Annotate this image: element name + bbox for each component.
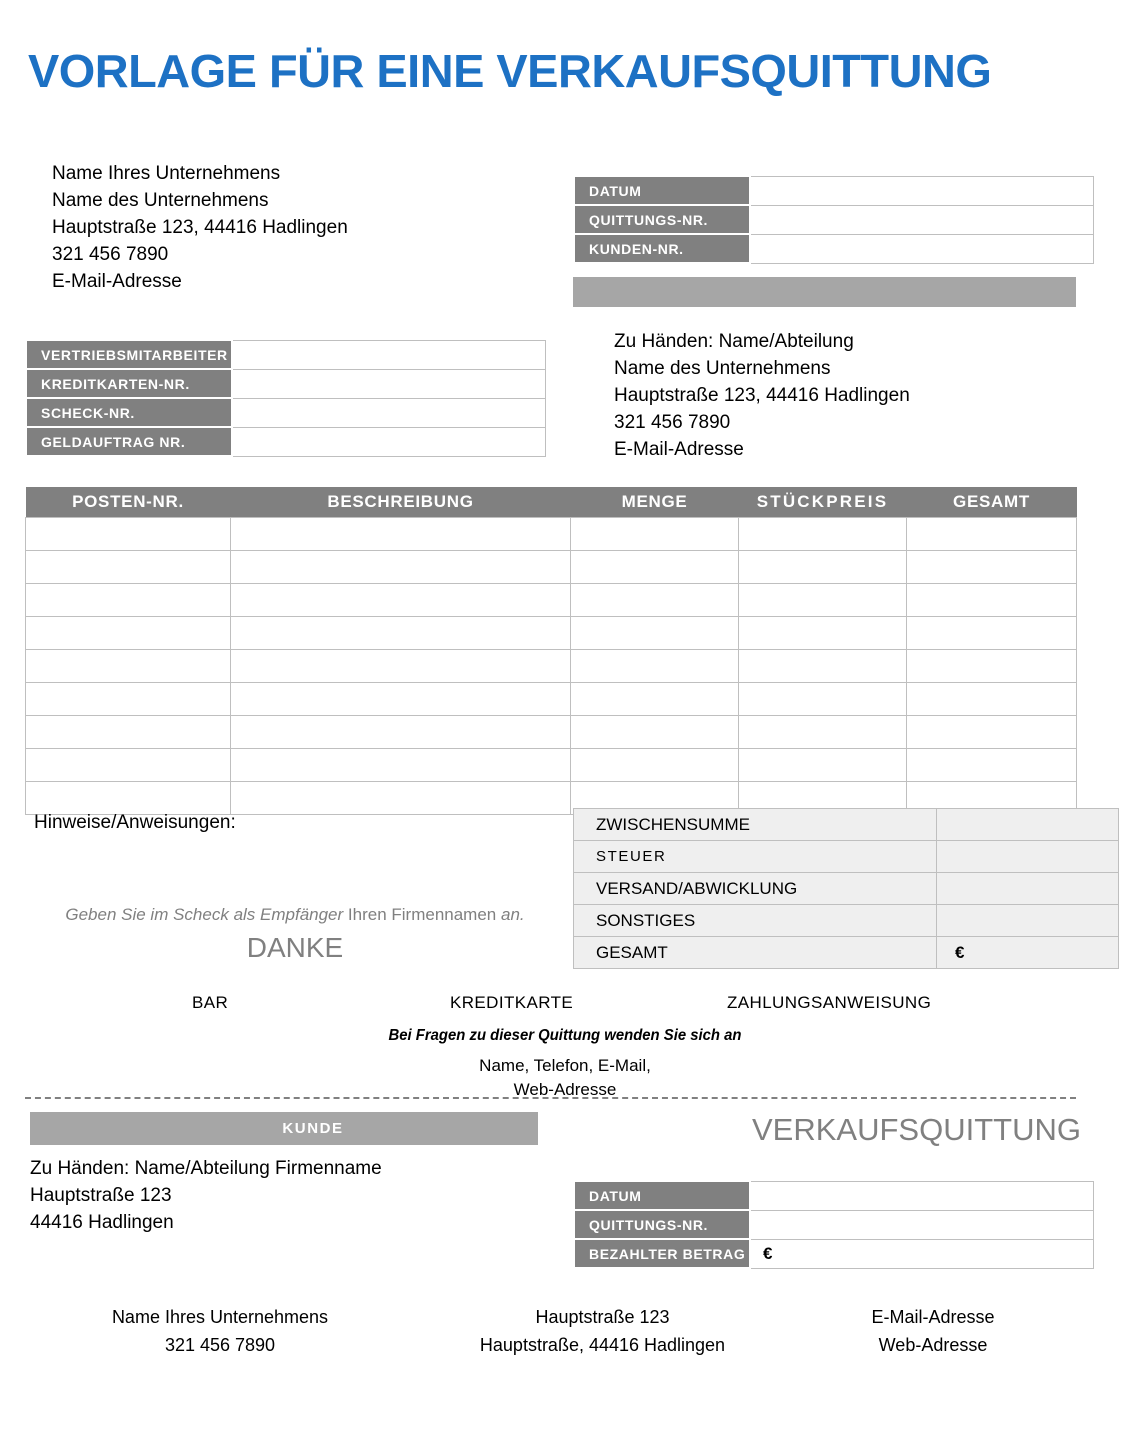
recipient-address-line-3: Hauptstraße 123, 44416 Hadlingen xyxy=(614,385,910,406)
description-cell[interactable] xyxy=(231,683,571,716)
seller-address-block xyxy=(52,160,348,295)
table-row xyxy=(26,749,1077,782)
description-cell[interactable] xyxy=(231,584,571,617)
customer-address-block xyxy=(30,1155,382,1236)
table-row xyxy=(26,716,1077,749)
customer-stub-bar xyxy=(30,1112,538,1145)
table-row xyxy=(574,205,1094,234)
payment-info-table xyxy=(25,339,546,457)
table-row xyxy=(574,937,1119,969)
table-row xyxy=(26,683,1077,716)
quantity-cell[interactable] xyxy=(571,518,739,551)
table-row xyxy=(574,176,1094,205)
quantity-cell[interactable] xyxy=(571,584,739,617)
footer-col2-line1: Hauptstraße 123 xyxy=(535,1307,670,1327)
total-cell[interactable] xyxy=(907,683,1077,716)
subtotal-field[interactable] xyxy=(937,809,1119,841)
date-field[interactable] xyxy=(750,176,1094,205)
item-no-cell[interactable] xyxy=(26,782,231,815)
quantity-cell[interactable] xyxy=(571,650,739,683)
customer-no-field[interactable] xyxy=(750,234,1094,263)
contact-line-2: Web-Adresse xyxy=(513,1080,617,1099)
credit-card-no-label: KREDITKARTEN-NR. xyxy=(26,369,232,398)
recipient-address-line-5: E-Mail-Adresse xyxy=(614,439,744,460)
footer-col3-line1: E-Mail-Adresse xyxy=(871,1307,995,1327)
amount-paid-field[interactable]: € xyxy=(750,1239,1094,1268)
stub-date-label: DATUM xyxy=(574,1181,750,1210)
shipping-field[interactable] xyxy=(937,873,1119,905)
description-cell[interactable] xyxy=(231,782,571,815)
seller-address-line-4: 321 456 7890 xyxy=(52,244,169,265)
notes-label: Hinweise/Anweisungen: xyxy=(34,812,236,833)
item-no-cell[interactable] xyxy=(26,716,231,749)
sales-rep-field[interactable] xyxy=(232,340,546,369)
footer-col1-line1: Name Ihres Unternehmens xyxy=(111,1307,329,1327)
subtotal-label: ZWISCHENSUMME xyxy=(574,809,937,841)
receipt-no-label: QUITTUNGS-NR. xyxy=(574,205,750,234)
line-items-table xyxy=(25,487,1077,815)
stub-date-field[interactable] xyxy=(750,1181,1094,1210)
customer-address-line-3: 44416 Hadlingen xyxy=(30,1212,174,1233)
column-header-description: BESCHREIBUNG xyxy=(231,487,571,518)
sales-rep-label: VERTRIEBSMITARBEITER xyxy=(26,340,232,369)
money-order-no-field[interactable] xyxy=(232,427,546,456)
footer xyxy=(25,1303,1076,1359)
payment-method-money-order[interactable]: ZAHLUNGSANWEISUNG xyxy=(727,993,932,1012)
unit-price-cell[interactable] xyxy=(739,617,907,650)
table-row xyxy=(574,1181,1094,1210)
quantity-cell[interactable] xyxy=(571,551,739,584)
stub-meta-table xyxy=(573,1180,1094,1269)
footer-col3-line2: Web-Adresse xyxy=(878,1335,988,1355)
table-row xyxy=(574,905,1119,937)
column-header-item-no: POSTEN-NR. xyxy=(26,487,231,518)
quantity-cell[interactable] xyxy=(571,683,739,716)
table-row xyxy=(574,234,1094,263)
money-order-no-label: GELDAUFTRAG NR. xyxy=(26,427,232,456)
unit-price-cell[interactable] xyxy=(739,650,907,683)
customer-address-line-1: Zu Händen: Name/Abteilung Firmenname xyxy=(30,1158,382,1179)
unit-price-cell[interactable] xyxy=(739,518,907,551)
unit-price-cell[interactable] xyxy=(739,584,907,617)
contact-line-1: Name, Telefon, E-Mail, xyxy=(479,1056,651,1075)
total-cell[interactable] xyxy=(907,716,1077,749)
check-no-label: SCHECK-NR. xyxy=(26,398,232,427)
seller-address-line-5: E-Mail-Adresse xyxy=(52,271,182,292)
item-no-cell[interactable] xyxy=(26,650,231,683)
total-cell[interactable] xyxy=(907,518,1077,551)
footer-col1-line2: 321 456 7890 xyxy=(164,1335,276,1355)
receipt-no-field[interactable] xyxy=(750,205,1094,234)
footer-column-1 xyxy=(25,1303,415,1359)
table-row xyxy=(574,873,1119,905)
payee-instruction-note xyxy=(30,905,560,925)
questions-note: Bei Fragen zu dieser Quittung wenden Sie sich an xyxy=(388,1027,742,1044)
seller-address-line-1: Name Ihres Unternehmens xyxy=(52,163,281,184)
table-row xyxy=(26,518,1077,551)
tear-off-divider xyxy=(25,1097,1076,1099)
table-row xyxy=(26,369,546,398)
tax-label: STEUER xyxy=(574,841,937,873)
description-cell[interactable] xyxy=(231,551,571,584)
recipient-address-line-4: 321 456 7890 xyxy=(614,412,731,433)
table-row xyxy=(26,584,1077,617)
payee-note-regular-part: Ihren Firmennamen xyxy=(343,905,501,924)
total-cell[interactable] xyxy=(907,650,1077,683)
table-row xyxy=(574,1239,1094,1268)
table-row xyxy=(26,617,1077,650)
line-items-header xyxy=(26,487,1077,518)
table-row xyxy=(26,340,546,369)
thank-you-text: DANKE xyxy=(246,932,344,963)
page-title: VORLAGE FÜR EINE VERKAUFSQUITTUNG xyxy=(28,45,992,97)
payment-method-cash[interactable]: BAR xyxy=(192,993,229,1012)
shipping-label: VERSAND/ABWICKLUNG xyxy=(574,873,937,905)
column-header-quantity: MENGE xyxy=(571,487,739,518)
table-row xyxy=(26,650,1077,683)
credit-card-no-field[interactable] xyxy=(232,369,546,398)
footer-column-2 xyxy=(415,1303,790,1359)
quantity-cell[interactable] xyxy=(571,749,739,782)
amount-paid-label: BEZAHLTER BETRAG xyxy=(574,1239,750,1268)
unit-price-cell[interactable] xyxy=(739,749,907,782)
grand-total-field[interactable]: € xyxy=(937,937,1119,969)
description-cell[interactable] xyxy=(231,749,571,782)
seller-address-line-2: Name des Unternehmens xyxy=(52,190,269,211)
table-row xyxy=(26,427,546,456)
document-meta-table xyxy=(573,175,1094,264)
payment-method-credit-card[interactable]: KREDITKARTE xyxy=(450,993,574,1012)
tax-field[interactable] xyxy=(937,841,1119,873)
column-header-total: GESAMT xyxy=(907,487,1077,518)
table-row xyxy=(574,1210,1094,1239)
recipient-address-line-2: Name des Unternehmens xyxy=(614,358,831,379)
customer-stub-label: KUNDE xyxy=(282,1120,344,1137)
table-row xyxy=(574,809,1119,841)
table-header-row xyxy=(26,487,1077,518)
totals-table xyxy=(573,808,1119,969)
unit-price-cell[interactable] xyxy=(739,716,907,749)
description-cell[interactable] xyxy=(231,650,571,683)
other-field[interactable] xyxy=(937,905,1119,937)
item-no-cell[interactable] xyxy=(26,617,231,650)
total-cell[interactable] xyxy=(907,551,1077,584)
table-row xyxy=(26,551,1077,584)
check-no-field[interactable] xyxy=(232,398,546,427)
table-row xyxy=(26,398,546,427)
footer-column-3 xyxy=(790,1303,1076,1359)
customer-address-line-2: Hauptstraße 123 xyxy=(30,1185,172,1206)
item-no-cell[interactable] xyxy=(26,749,231,782)
unit-price-cell[interactable] xyxy=(739,551,907,584)
total-cell[interactable] xyxy=(907,749,1077,782)
date-label: DATUM xyxy=(574,176,750,205)
table-row xyxy=(574,841,1119,873)
description-cell[interactable] xyxy=(231,716,571,749)
description-cell[interactable] xyxy=(231,617,571,650)
other-label: SONSTIGES xyxy=(574,905,937,937)
quantity-cell[interactable] xyxy=(571,716,739,749)
stub-title: VERKAUFSQUITTUNG xyxy=(752,1112,1081,1147)
payee-note-italic-part-2: an. xyxy=(500,905,525,924)
decorative-gray-band xyxy=(573,277,1076,307)
unit-price-cell[interactable] xyxy=(739,683,907,716)
item-no-cell[interactable] xyxy=(26,584,231,617)
grand-total-label: GESAMT xyxy=(574,937,937,969)
stub-receipt-no-field[interactable] xyxy=(750,1210,1094,1239)
stub-receipt-no-label: QUITTUNGS-NR. xyxy=(574,1210,750,1239)
quantity-cell[interactable] xyxy=(571,617,739,650)
recipient-address-line-1: Zu Händen: Name/Abteilung xyxy=(614,331,854,352)
total-cell[interactable] xyxy=(907,617,1077,650)
column-header-unit-price: STÜCKPREIS xyxy=(739,487,907,518)
footer-col2-line2: Hauptstraße, 44416 Hadlingen xyxy=(479,1335,726,1355)
line-items-body xyxy=(26,518,1077,815)
description-cell[interactable] xyxy=(231,518,571,551)
item-no-cell[interactable] xyxy=(26,518,231,551)
item-no-cell[interactable] xyxy=(26,551,231,584)
seller-address-line-3: Hauptstraße 123, 44416 Hadlingen xyxy=(52,217,348,238)
payee-note-italic-part-1: Geben Sie im Scheck als Empfänger xyxy=(65,905,344,924)
item-no-cell[interactable] xyxy=(26,683,231,716)
total-cell[interactable] xyxy=(907,584,1077,617)
customer-no-label: KUNDEN-NR. xyxy=(574,234,750,263)
recipient-address-block xyxy=(614,328,910,463)
